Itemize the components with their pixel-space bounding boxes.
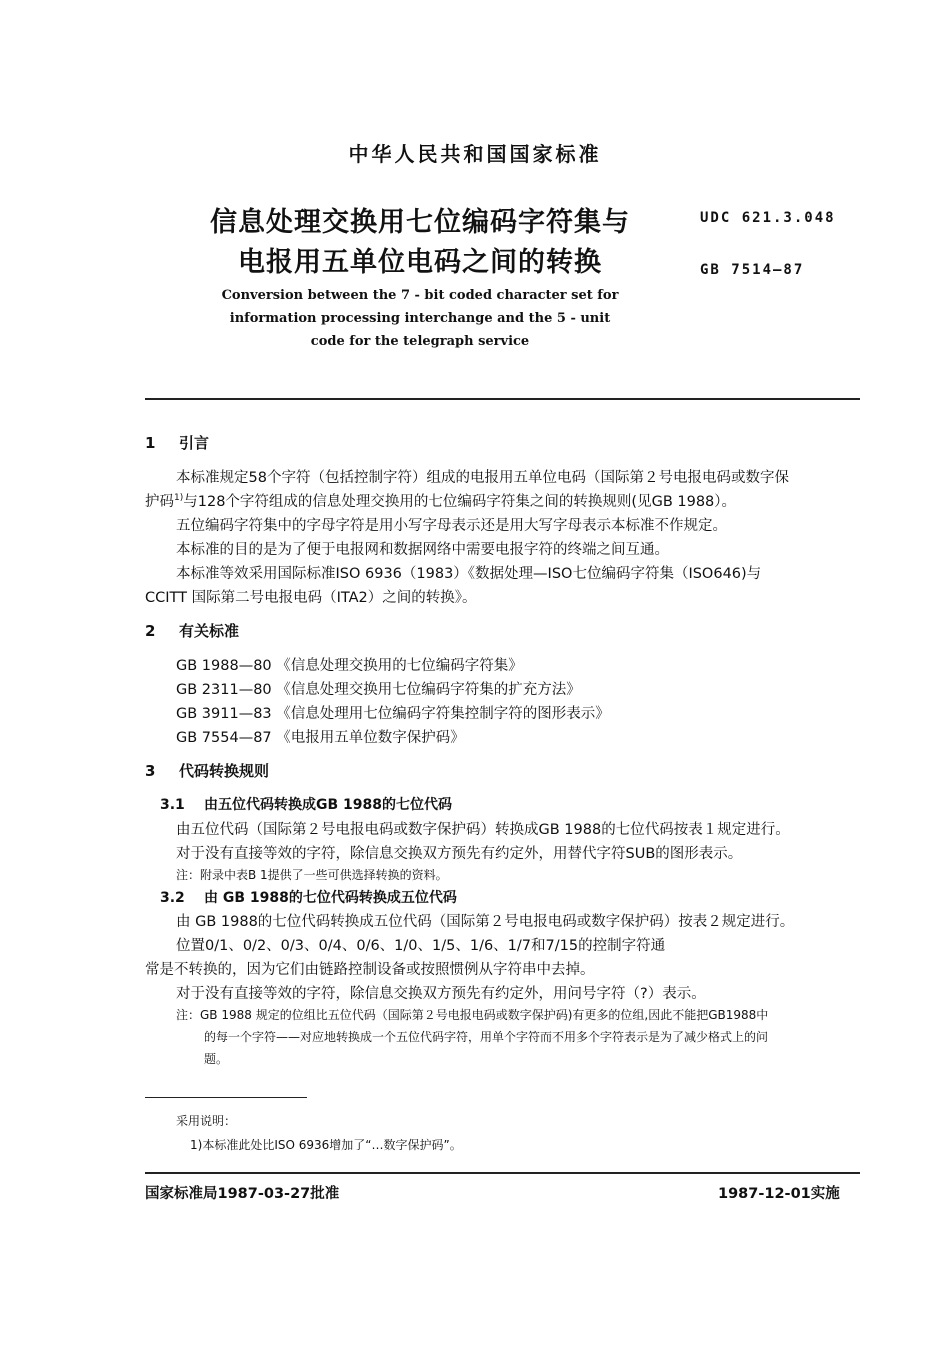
note: 的每一个字符——对应地转换成一个五位代码字符，用单个字符而不用多个字符表示是为了减少格式上的问 [204, 1030, 769, 1044]
footnote-divider [145, 1097, 307, 1098]
subsection-3-2-heading [160, 887, 457, 907]
paragraph: 由 GB 1988的七位代码转换成五位代码（国际第２号电报电码或数字保护码）按表２规定进行。 [176, 914, 795, 930]
title-line-2: 电报用五单位电码之间的转换 [238, 247, 602, 278]
section-title: 有关标准 [179, 622, 240, 640]
standard-header: 中华人民共和国国家标准 [348, 142, 602, 166]
standard-reference: GB 1988—80 《信息处理交换用的七位编码字符集》 [176, 658, 523, 674]
gb-number: GB 7514—87 [700, 262, 805, 278]
approval-date: 国家标准局1987-03-27批准 [145, 1186, 340, 1202]
english-title-line-2: information processing interchange and the 5 - unit [229, 311, 611, 326]
paragraph: 位置0/1、0/2、0/3、0/4、0/6、1/0、1/5、1/6、1/7和7/15的控制字符通 [176, 938, 666, 954]
subsection-title: 由五位代码转换成GB 1988的七位代码 [204, 797, 453, 813]
note: 注：GB 1988 规定的位组比五位代码（国际第２号电报电码或数字保护码)有更多的位组,因此不能把GB1988中 [176, 1008, 769, 1022]
note: 题。 [204, 1052, 229, 1066]
standard-reference: GB 3911—83 《信息处理用七位编码字符集控制字符的图形表示》 [176, 706, 610, 722]
footnote-text: 1)本标准此处比ISO 6936增加了“…数字保护码”。 [190, 1138, 462, 1152]
title-line-1: 信息处理交换用七位编码字符集与 [210, 207, 630, 238]
section-2-heading [145, 620, 239, 641]
section-3-heading [145, 760, 269, 781]
english-title-line-3: code for the telegraph service [310, 334, 530, 349]
subsection-3-1-heading [160, 794, 452, 814]
paragraph: 本标准的目的是为了便于电报网和数据网络中需要电报字符的终端之间互通。 [176, 542, 669, 558]
section-title: 引言 [179, 434, 210, 452]
note: 注：附录中表B 1提供了一些可供选择转换的资料。 [176, 868, 448, 882]
paragraph: 由五位代码（国际第２号电报电码或数字保护码）转换成GB 1988的七位代码按表１规定进行。 [176, 822, 790, 838]
section-number: 1 [145, 434, 156, 452]
paragraph: 对于没有直接等效的字符，除信息交换双方预先有约定外，用替代字符SUB的图形表示。 [176, 846, 743, 862]
header-divider [145, 398, 860, 400]
standard-reference: GB 7554—87 《电报用五单位数字保护码》 [176, 730, 465, 746]
paragraph: 本标准规定58个字符（包括控制字符）组成的电报用五单位电码（国际第２号电报电码或数字保 [176, 470, 789, 486]
english-title-line-1: Conversion between the 7 - bit coded character set for [221, 288, 619, 303]
section-title: 代码转换规则 [179, 762, 270, 780]
subsection-number: 3.1 [160, 797, 185, 813]
udc-number: UDC 621.3.048 [700, 210, 836, 226]
paragraph: 常是不转换的，因为它们由链路控制设备或按照惯例从字符串中去掉。 [145, 962, 595, 978]
section-number: 3 [145, 762, 156, 780]
text-run: 护码 [145, 494, 174, 510]
text-run: 与128个字符组成的信息处理交换用的七位编码字符集之间的转换规则(见GB 1988）。 [183, 494, 737, 510]
footnote-ref: 1) [174, 493, 184, 504]
subsection-title: 由 GB 1988的七位代码转换成五位代码 [204, 890, 457, 906]
section-number: 2 [145, 622, 156, 640]
footnote-label: 采用说明： [176, 1114, 237, 1128]
paragraph: 对于没有直接等效的字符，除信息交换双方预先有约定外，用问号字符（?）表示。 [176, 986, 706, 1002]
paragraph: CCITT 国际第二号电报电码（ITA2）之间的转换》。 [145, 590, 477, 606]
paragraph [145, 490, 736, 511]
subsection-number: 3.2 [160, 890, 185, 906]
paragraph: 本标准等效采用国际标准ISO 6936（1983）《数据处理—ISO七位编码字符集（ISO646)与 [176, 566, 762, 582]
effective-date: 1987-12-01实施 [718, 1186, 840, 1202]
section-1-heading [145, 432, 209, 453]
standard-reference: GB 2311—80 《信息处理交换用七位编码字符集的扩充方法》 [176, 682, 581, 698]
footer-divider [145, 1172, 860, 1174]
paragraph: 五位编码字符集中的字母字符是用小写字母表示还是用大写字母表示本标准不作规定。 [176, 518, 727, 534]
